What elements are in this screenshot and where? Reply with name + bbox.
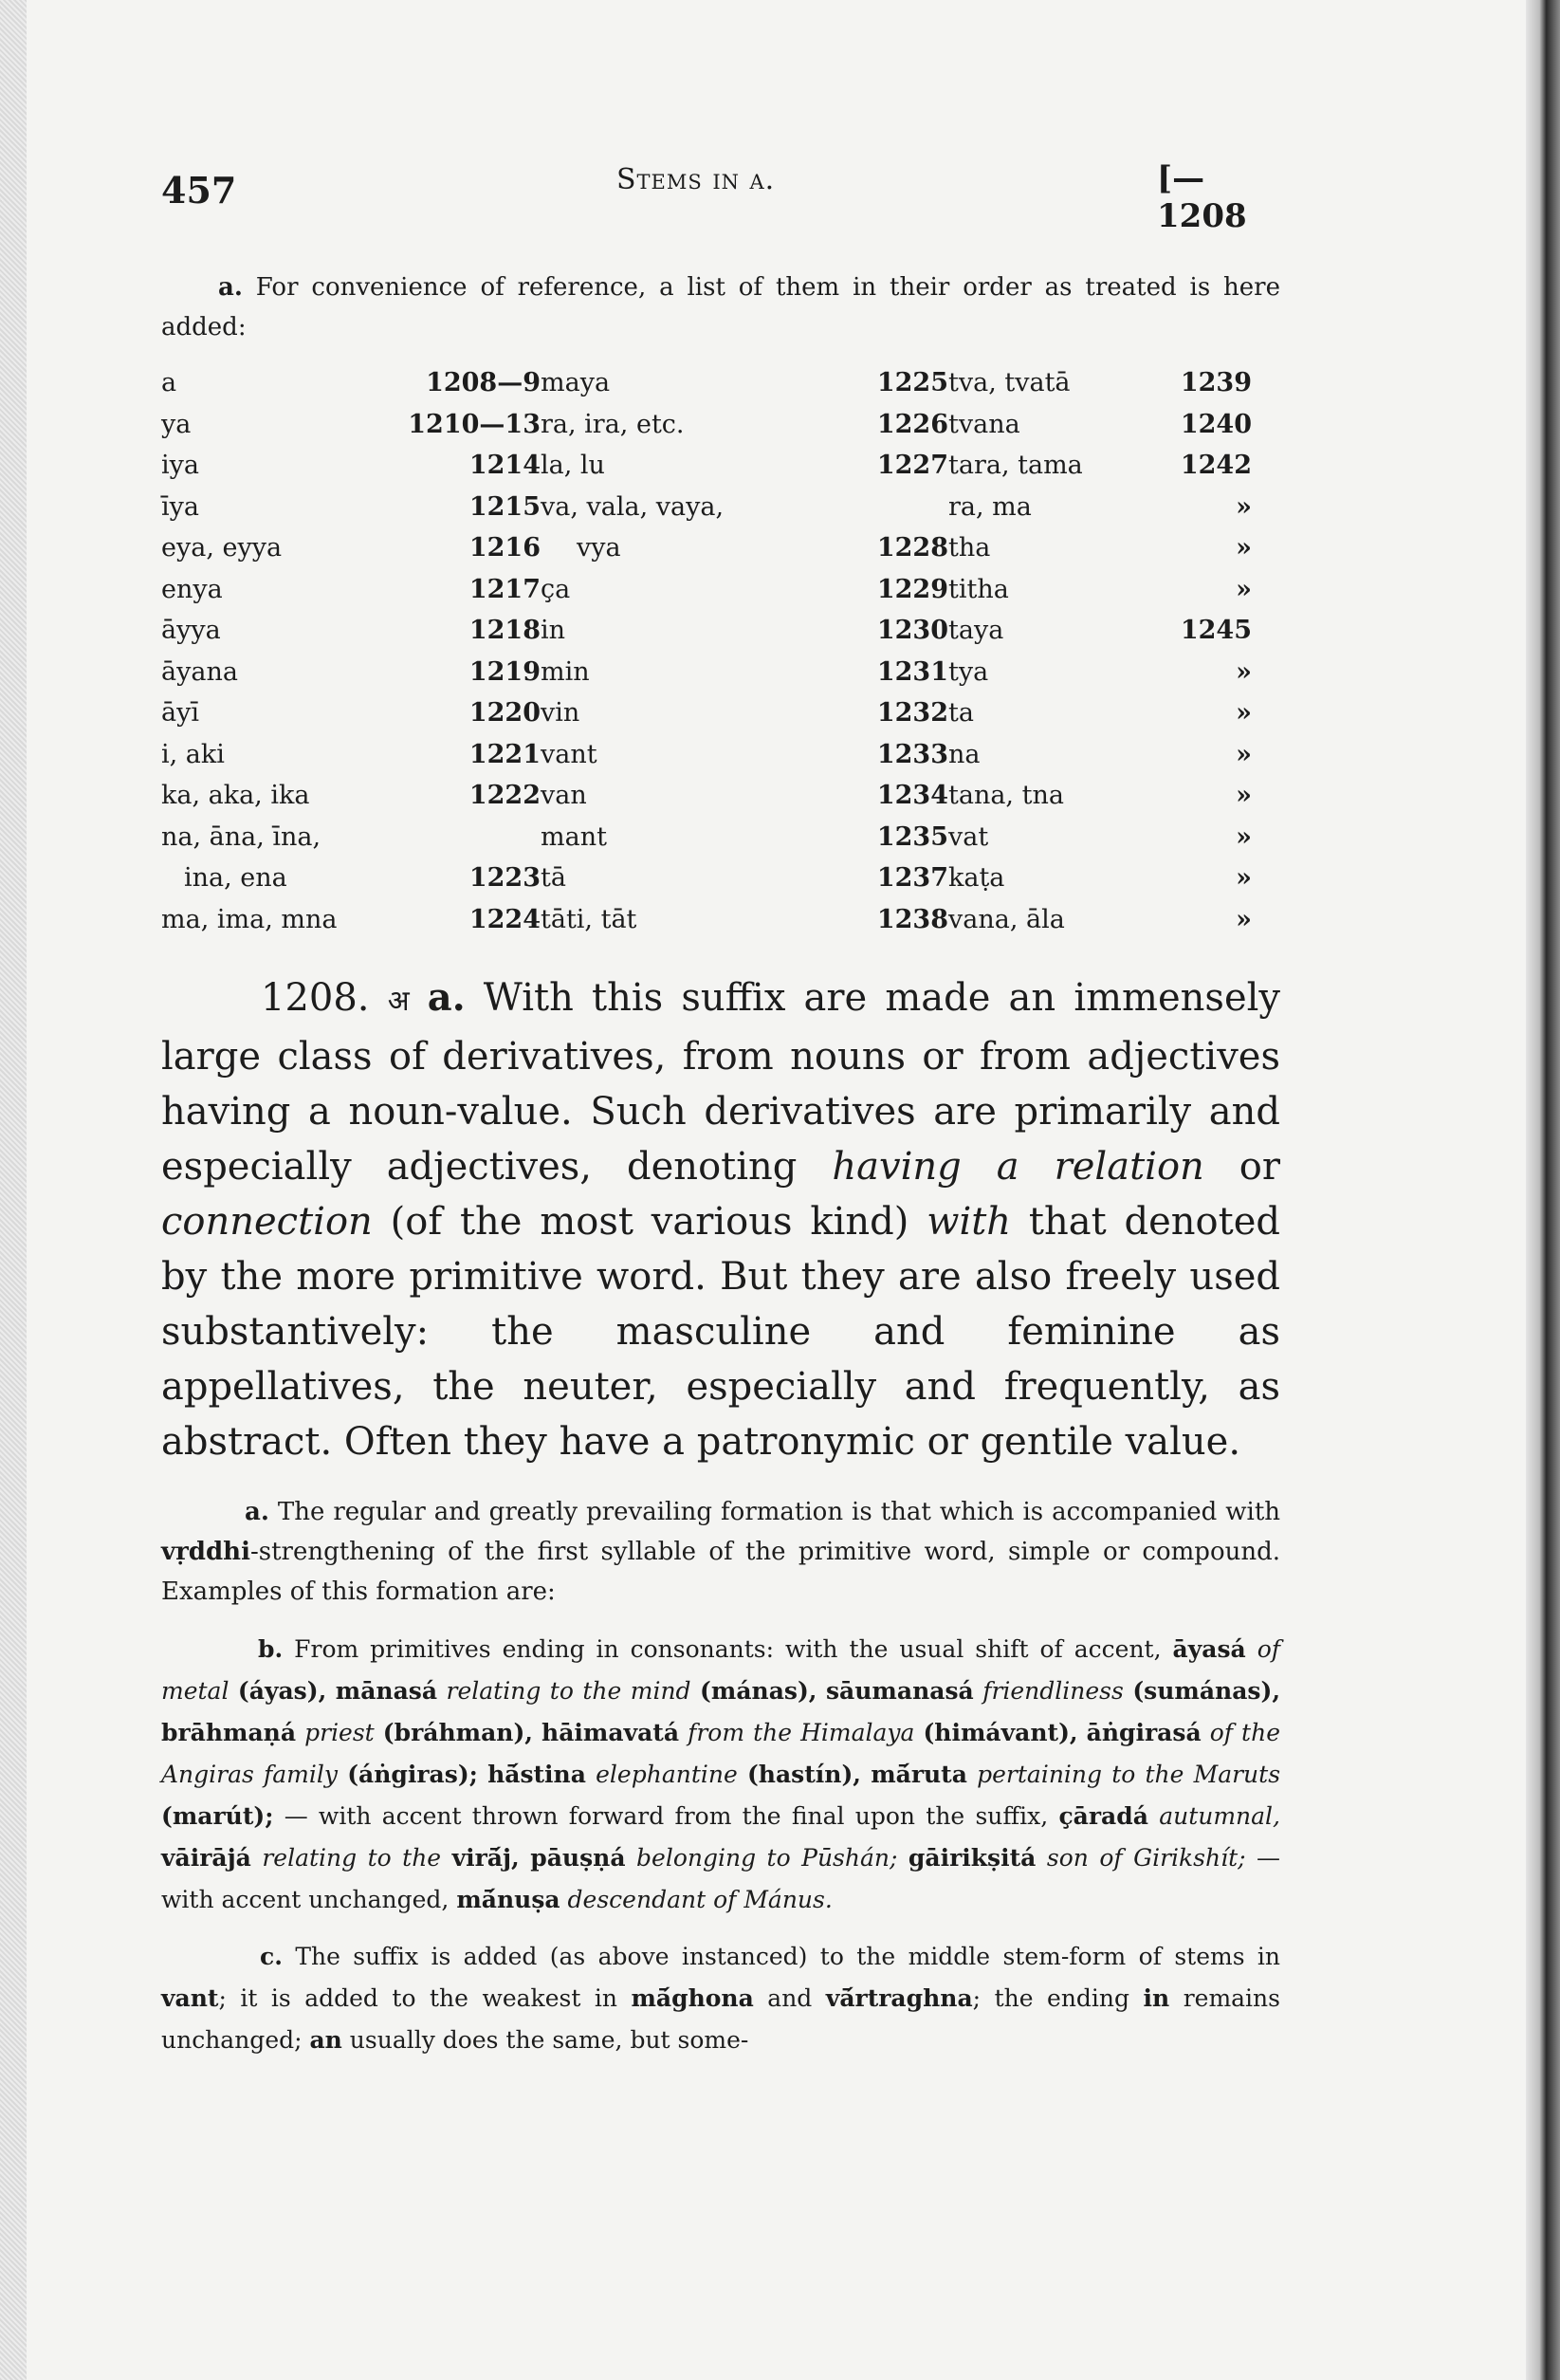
index-row <box>161 610 1252 652</box>
ref-a: 1222 <box>468 781 541 811</box>
suffix-a: na, āna, īna, <box>161 821 321 852</box>
para-a-text-2: -strengthening of the first syllable of the primitive word, simple or compound. Examples of this formation are: <box>161 1538 1280 1606</box>
index-row <box>161 775 1252 817</box>
gloss-7: elephantine <box>596 1761 738 1788</box>
para-c-bold-3: vā́rtraghna <box>825 1984 973 2012</box>
suffix-c: tara, tama <box>948 451 1083 481</box>
index-row <box>161 487 1252 528</box>
ref-c: 1245 <box>1180 616 1252 646</box>
ref-a: 1219 <box>468 656 541 687</box>
source-8: (marút); <box>161 1802 274 1830</box>
ref-b: 1238 <box>876 904 948 934</box>
suffix-c: kaṭa <box>948 863 1005 894</box>
ref-b: 1228 <box>876 533 948 563</box>
devanagari-letter: अ <box>387 985 410 1018</box>
section-italic-2: connection <box>161 1200 373 1244</box>
ref-c: » <box>1236 863 1252 894</box>
ref-a <box>408 817 541 858</box>
gloss-1: of metal <box>161 1635 1280 1705</box>
para-c-text-6: usually does the same, but some- <box>341 2026 749 2054</box>
ref-c: » <box>1236 904 1252 934</box>
index-row <box>161 858 1252 899</box>
section-text-3: (of the most various kind) <box>372 1200 927 1244</box>
word-8: mā́ruta <box>871 1761 967 1788</box>
ref-a: 1216 <box>468 533 541 563</box>
ref-c: » <box>1236 739 1252 769</box>
suffix-a: a <box>161 368 177 398</box>
paragraph-a <box>161 1492 1280 1612</box>
suffix-a: eya, eyya <box>161 533 283 563</box>
suffix-c: vana, āla <box>948 904 1065 934</box>
ref-c: » <box>1236 574 1252 604</box>
gloss-13: son of Girikshít; <box>1046 1844 1246 1872</box>
suffix-index-body <box>161 362 1252 940</box>
ref-a: 1218 <box>468 616 541 646</box>
suffix-c: tana, tna <box>948 781 1064 811</box>
para-c-text-3: and <box>753 1984 826 2012</box>
ref-a: 1221 <box>468 739 541 769</box>
suffix-b: vant <box>541 739 597 769</box>
ref-c: » <box>1236 821 1252 852</box>
suffix-b: vya <box>577 533 621 563</box>
para-a-text-1: The regular and greatly prevailing formation is that which is accompanied with <box>277 1498 1281 1526</box>
suffix-b: tāti, tāt <box>541 904 637 934</box>
book-spine-edge <box>1526 0 1560 2380</box>
word-12: pāuṣṇá <box>530 1844 626 1872</box>
book-page <box>161 152 1280 2061</box>
suffix-c: titha <box>948 574 1009 604</box>
suffix-b: min <box>541 656 590 687</box>
suffix-c: ta <box>948 698 974 729</box>
index-row <box>161 445 1252 487</box>
intro-text: For convenience of reference, a list of them in their order as treated is here added: <box>161 273 1280 341</box>
section-italic-1: having a relation <box>832 1145 1204 1189</box>
suffix-b: mant <box>541 821 607 852</box>
section-italic-3: with <box>927 1200 1012 1244</box>
source-3: (sumánas), <box>1132 1677 1281 1705</box>
intro-label: a. <box>218 273 243 302</box>
suffix-a: ya <box>161 409 192 439</box>
section-text-2: or <box>1203 1145 1281 1189</box>
para-c-text-4: ; the ending <box>972 1984 1144 2012</box>
ref-b: 1231 <box>876 656 948 687</box>
scan-left-edge <box>0 0 27 2380</box>
word-3: sāumanasá <box>825 1677 974 1705</box>
para-c-bold-2: mā́ghona <box>631 1984 754 2012</box>
suffix-a: āyya <box>161 616 221 646</box>
gloss-9: autumnal, <box>1159 1802 1280 1830</box>
suffix-c: tha <box>948 533 991 563</box>
word-4: brāhmaṇá <box>161 1719 297 1746</box>
ref-b: 1234 <box>876 781 948 811</box>
index-row <box>161 734 1252 776</box>
suffix-a: īya <box>161 491 199 522</box>
source-6: (áṅgiras); <box>347 1761 478 1788</box>
para-a-bold-1: vṛddhi <box>161 1538 250 1566</box>
index-row <box>161 527 1252 569</box>
ref-b: 1232 <box>876 698 948 729</box>
word-9: çāradá <box>1058 1802 1148 1830</box>
gloss-4: priest <box>304 1719 375 1746</box>
section-number: 1208. <box>261 976 370 1020</box>
paragraph-b <box>161 1629 1280 1921</box>
ref-c: 1239 <box>1180 368 1252 398</box>
para-c-label: c. <box>260 1943 283 1970</box>
ref-b: 1229 <box>876 574 948 604</box>
index-row <box>161 692 1252 734</box>
ref-b: 1225 <box>876 368 948 398</box>
suffix-a: āyī <box>161 698 199 729</box>
index-row <box>161 817 1252 858</box>
ref-a: 1224 <box>468 904 541 934</box>
gloss-8: pertaining to the Maruts <box>977 1761 1281 1788</box>
ref-b: 1230 <box>876 616 948 646</box>
index-row <box>161 569 1252 611</box>
section-text-4: that denoted by the more primitive word. But they are also freely used substantively: the masculine and feminine as appellatives, the neuter, especially and frequently, as abstract. Often they have a patronymic or gentile value. <box>161 1200 1280 1464</box>
para-c-text-2: ; it is added to the weakest in <box>218 1984 632 2012</box>
para-b-text-1: From primitives ending in consonants: with the usual shift of accent, <box>294 1635 1173 1663</box>
suffix-b: tā <box>541 863 566 894</box>
ref-a: 1214 <box>468 451 541 481</box>
ref-a: 1215 <box>468 491 541 522</box>
suffix-c: tvana <box>948 409 1020 439</box>
para-c-bold-1: vant <box>161 1984 219 2012</box>
ref-c: » <box>1236 533 1252 563</box>
word-11: virā́j, <box>451 1844 520 1872</box>
paragraph-c <box>161 1936 1280 2061</box>
gloss-3: friendliness <box>982 1677 1124 1705</box>
word-1: āyasá <box>1172 1635 1246 1663</box>
source-5: (himávant), <box>923 1719 1078 1746</box>
para-c-text-5: remains unchanged; <box>161 1984 1280 2054</box>
ref-c: » <box>1236 781 1252 811</box>
ref-c: » <box>1236 698 1252 729</box>
para-b-text-2: — with accent thrown forward from the final upon the suffix, <box>284 1802 1049 1830</box>
source-1: (áyas), <box>237 1677 327 1705</box>
word-13: gāirikṣitá <box>908 1844 1037 1872</box>
gloss-14: descendant of Mánus. <box>567 1886 833 1913</box>
word-10: vāirājá <box>161 1844 251 1872</box>
gloss-2: relating to the mind <box>446 1677 691 1705</box>
gloss-10: relating to the <box>262 1844 442 1872</box>
suffix-b: van <box>541 781 587 811</box>
suffix-c: na <box>948 739 981 769</box>
word-7: hā́stina <box>487 1761 586 1788</box>
para-b-label: b. <box>258 1635 284 1663</box>
ref-c: » <box>1236 656 1252 687</box>
suffix-a: ina, ena <box>184 863 287 894</box>
suffix-a: āyana <box>161 656 238 687</box>
para-b-text-3: — with accent unchanged, <box>161 1844 1281 1913</box>
suffix-c: tya <box>948 656 989 687</box>
para-a-label: a. <box>245 1498 269 1526</box>
para-c-text-1: The suffix is added (as above instanced) to the middle stem-form of stems in <box>295 1943 1281 1970</box>
page-number: 457 <box>161 169 237 212</box>
ref-c: » <box>1236 491 1252 522</box>
suffix-b: maya <box>541 368 611 398</box>
suffix-b: in <box>541 616 566 646</box>
suffix-b: ra, ira, etc. <box>541 409 685 439</box>
ref-a: 1223 <box>468 863 541 894</box>
index-row <box>161 362 1252 404</box>
gloss-12: belonging to Pūshán; <box>636 1844 898 1872</box>
ref-b: 1237 <box>876 863 948 894</box>
source-7: (hastín), <box>746 1761 861 1788</box>
gloss-6: of the Angiras family <box>161 1719 1280 1788</box>
suffix-b: va, vala, vaya, <box>541 491 725 522</box>
word-2: mānasá <box>335 1677 438 1705</box>
suffix-a: ka, aka, ika <box>161 781 310 811</box>
para-c-bold-4: in <box>1143 1984 1170 2012</box>
ref-a: 1208—9 <box>426 368 541 398</box>
suffix-a: enya <box>161 574 223 604</box>
suffix-index-table <box>161 362 1252 940</box>
ref-a: 1210—13 <box>408 409 541 439</box>
index-row <box>161 404 1252 446</box>
source-4: (bráhman), <box>382 1719 533 1746</box>
ref-b <box>825 487 948 528</box>
intro-paragraph <box>161 268 1280 347</box>
ref-b: 1235 <box>876 821 948 852</box>
suffix-c: tva, tvatā <box>948 368 1071 398</box>
word-14: mā́nuṣa <box>456 1886 560 1913</box>
index-row <box>161 899 1252 941</box>
suffix-b: vin <box>541 698 580 729</box>
running-title: Stems in a. <box>616 163 776 196</box>
word-6: āṅgirasá <box>1086 1719 1202 1746</box>
index-row <box>161 652 1252 693</box>
ref-c: 1242 <box>1180 451 1252 481</box>
running-header <box>161 152 1280 235</box>
suffix-b: ça <box>541 574 571 604</box>
ref-b: 1226 <box>876 409 948 439</box>
source-2: (mánas), <box>700 1677 817 1705</box>
suffix-a: ma, ima, mna <box>161 904 338 934</box>
suffix-a: iya <box>161 451 199 481</box>
suffix-c: ra, ma <box>948 491 1032 522</box>
suffix-c: taya <box>948 616 1004 646</box>
ref-a: 1217 <box>468 574 541 604</box>
section-text-1: With this suffix are made an immensely large class of derivatives, from nouns or from adjectives having a noun-value. Such derivatives are primarily and especially adjectives, denoting <box>161 976 1281 1189</box>
ref-b: 1233 <box>876 739 948 769</box>
gloss-5: from the Himalaya <box>688 1719 915 1746</box>
section-1208 <box>161 970 1280 1469</box>
para-c-bold-5: an <box>309 2026 342 2054</box>
ref-a: 1220 <box>468 698 541 729</box>
ref-c: 1240 <box>1180 409 1252 439</box>
word-5: hāimavatá <box>541 1719 680 1746</box>
ref-b: 1227 <box>876 451 948 481</box>
suffix-a: i, aki <box>161 739 225 769</box>
suffix-c: vat <box>948 821 989 852</box>
section-letter: a. <box>427 975 466 1020</box>
section-reference: [—1208 <box>1157 159 1247 235</box>
suffix-b: la, lu <box>541 451 605 481</box>
